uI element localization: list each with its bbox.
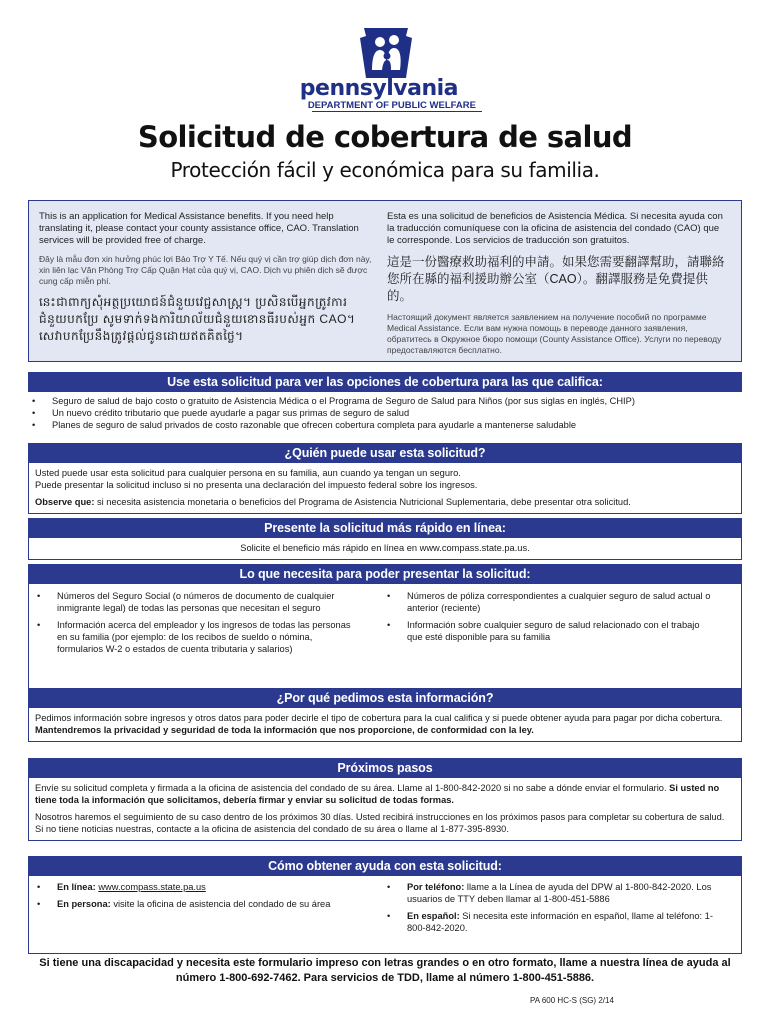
form-id: PA 600 HC-S (SG) 2/14: [530, 996, 614, 1005]
section-next-steps: [28, 758, 742, 841]
logo-department: DEPARTMENT OF PUBLIC WELFARE: [307, 100, 476, 111]
section-title: ¿Por qué pedimos esta información?: [28, 688, 742, 708]
section-body: Pedimos información sobre ingresos y otros datos para poder decirle el tipo de cobertura para la cual califica y si puede obtener ayuda para pagar por dicha cobertura. Mantendremos la privacidad y seguridad de toda la información que nos proporcione, de conformidad con la ley.: [28, 708, 742, 742]
section-title: Cómo obtener ayuda con esta solicitud:: [28, 856, 742, 876]
section-what-you-need: [28, 564, 742, 697]
section-body: [28, 463, 742, 514]
help-spanish: • En español: Si necesita este información en español, llame al teléfono: 1-800-842-2020.: [387, 911, 713, 933]
section-apply-online: [28, 518, 742, 560]
section-body: [28, 876, 742, 954]
list-item: • Información acerca del empleador y los ingresos de todas las personas en su familia (por ejemplo: de los recibos de sueldo o nómina, formularios W-2 o estados de cuenta tributaria y salarios): [37, 620, 351, 654]
section-title: Use esta solicitud para ver las opciones de cobertura para las que califica:: [28, 372, 742, 392]
who-line-1: Usted puede usar esta solicitud para cualquier persona en su familia, aun cuando ya tengan un seguro.: [35, 468, 461, 478]
help-in-person: • En persona: visite la oficina de asistencia del condado de su área: [37, 899, 331, 909]
pa-logo: [292, 26, 492, 110]
translation-notice-box: [28, 200, 742, 362]
help-column-left: [35, 881, 385, 948]
notice-russian: Настоящий документ является заявлением на получение пособий по программе Medical Assistance. Если вам нужна помощь в переводе данного заявления, обратитесь в Окружное бюро помощи (County Assistance Office). Услуги по переводу предоставляются бесплатно.: [387, 312, 722, 355]
page-title: Solicitud de cobertura de salud: [137, 120, 633, 154]
notice-vietnamese: Đây là mẫu đơn xin hưởng phúc lợi Bảo Trợ Y Tế. Nếu quý vị cần trợ giúp dịch đơn này, xin liên lạc Văn Phòng Trợ Cấp Quận Hạt của quý vị, CAO. Dịch vụ phiên dịch sẽ được cung cấp miễn phí.: [39, 254, 372, 286]
notice-spanish: Esta es una solicitud de beneficios de Asistencia Médica. Si necesita ayuda con la traducción comuníquese con la oficina de asistencia del condado (CAO) que le corresponde. Los servicios de traducción son gratuitos.: [387, 211, 723, 246]
section-body: [28, 392, 742, 431]
section-title: Próximos pasos: [28, 758, 742, 778]
needs-column-right: [385, 590, 735, 691]
notice-khmer: នេះជាពាក្យសុំអត្ថប្រយោជន៍ជំនួយវេជ្ជសាស្ត្រ។ ប្រសិនបើអ្នកត្រូវការជំនួយបកប្រែ សូមទាក់ទងការិយាល័យជំនួយខោនធីរបស់អ្នក CAO។ សេវាបកប្រែនឹងត្រូវផ្តល់ជូនដោយឥតគិតថ្លៃ។: [39, 295, 356, 343]
section-get-help: [28, 856, 742, 954]
section-why-we-ask: [28, 688, 742, 742]
list-item: • Planes de seguro de salud privados de costo razonable que ofrecen cobertura completa para ayudarle a mantenerse saludable: [32, 420, 577, 430]
who-line-2: Puede presentar la solicitud incluso si no presenta una declaración del impuesto federal sobre los ingresos.: [35, 480, 478, 490]
keystone-family-icon: [356, 26, 416, 80]
notice-column-left: [39, 211, 379, 352]
help-phone: • Por teléfono: llame a la Línea de ayuda del DPW al 1-800-842-2020. Los usuarios de TTY deben llamar al 1-800-451-5886: [387, 882, 712, 904]
section-body: [28, 778, 742, 841]
apply-online-text: Solicite el beneficio más rápido en línea en www.compass.state.pa.us.: [28, 538, 742, 560]
page-subtitle: Protección fácil y económica para su familia.: [170, 158, 600, 182]
help-online: • En línea: www.compass.state.pa.us: [37, 882, 206, 892]
notice-column-right: [387, 211, 727, 363]
notice-english: This is an application for Medical Assistance benefits. If you need help translating it, please contact your county assistance office, CAO. Translation services will be provided free of charge.: [39, 211, 359, 246]
section-title: ¿Quién puede usar esta solicitud?: [28, 443, 742, 463]
section-coverage-options: [28, 372, 742, 431]
compass-link[interactable]: www.compass.state.pa.us: [98, 882, 206, 892]
next-step-1: Envíe su solicitud completa y firmada a la oficina de asistencia del condado de su área. Llame al 1-800-842-2020 si no sabe a dónde enviar el formulario. Si usted no tiene toda la información que solicitamos, debería firmar y enviar su solicitud de todas formas.: [35, 783, 720, 805]
help-column-right: [385, 881, 735, 948]
logo-name: pennsylvania: [299, 76, 458, 101]
section-title: Presente la solicitud más rápido en línea:: [28, 518, 742, 538]
list-item: • Números del Seguro Social (o números de documento de cualquier inmigrante legal) de todas las personas que necesitan el seguro: [37, 591, 335, 613]
list-item: • Información sobre cualquier seguro de salud relacionado con el trabajo que esté disponible para su familia: [387, 620, 700, 642]
who-note: Observe que: si necesita asistencia monetaria o beneficios del Programa de Asistencia Nutricional Suplementaria, debe presentar otra solicitud.: [35, 497, 631, 507]
list-item: • Seguro de salud de bajo costo o gratuito de Asistencia Médica o el Programa de Seguro de Salud para Niños (por sus siglas en inglés, CHIP): [32, 396, 635, 406]
section-body: [28, 584, 742, 697]
section-title: Lo que necesita para poder presentar la solicitud:: [28, 564, 742, 584]
list-item: • Un nuevo crédito tributario que puede ayudarle a pagar sus primas de seguro de salud: [32, 408, 410, 418]
section-who-can-use: [28, 443, 742, 514]
accessibility-note: Si tiene una discapacidad y necesita este formulario impreso con letras grandes o en otro formato, llame a nuestra línea de ayuda al número 1-800-692-7462. Para servicios de TDD, llame al número 1-800-451-5886.: [39, 957, 731, 984]
logo-divider: [312, 111, 482, 112]
needs-column-left: [35, 590, 385, 691]
notice-chinese: 這是一份醫療救助福利的申請。如果您需要翻譯幫助，請聯絡您所在縣的福利援助辦公室（CAO）。翻譯服務是免費提供的。: [387, 255, 725, 303]
next-step-2: Nosotros haremos el seguimiento de su caso dentro de los próximos 30 días. Usted recibirá instrucciones en los próximos pasos para completar su cobertura de salud. Si no tiene noticias nuestras, contacte a la oficina de asistencia del condado de su área o llame al 1-877-395-8930.: [35, 812, 725, 834]
list-item: • Números de póliza correspondientes a cualquier seguro de salud actual o anterior (reciente): [387, 591, 711, 613]
